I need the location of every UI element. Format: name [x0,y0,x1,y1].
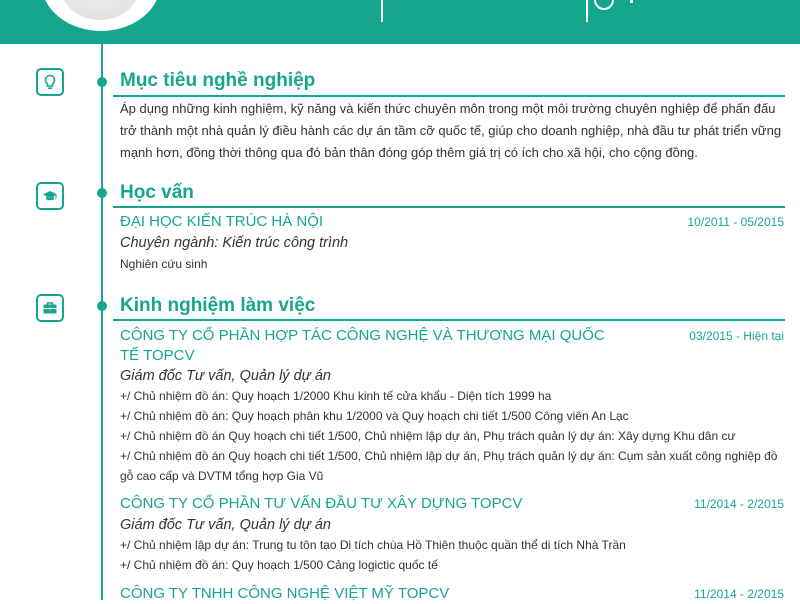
job-bullet: +/ Chủ nhiệm đồ án: Quy hoạch 1/500 Cảng logictic quốc tế [120,558,438,572]
job-date: 11/2014 - 2/2015 [694,587,784,601]
section-title-career-goal: Mục tiêu nghề nghiệp [120,70,316,91]
career-goal-text: Áp dụng những kinh nghiệm, kỹ năng và kiến thức chuyên môn trong một môi trường chuyên nghiệp để phấn đấu trở thành một nhà quản lý điều hành các dự án tầm cỡ quốc tế, giúp cho doanh nghiệp, nhà đầu tư phát triển vững mạnh hơn, đồng thời thông qua đó bản thân đóng góp thêm giá trị có ích cho xã hội, cho cộng đồng. [120,101,782,160]
job-date: 03/2015 - Hiện tại [689,329,784,343]
company-name: CÔNG TY CỔ PHẦN TƯ VẤN ĐẦU TƯ XÂY DỰNG TOPCV [120,495,523,512]
job-date: 11/2014 - 2/2015 [694,497,784,511]
section-rule [113,319,785,321]
header-divider [381,0,383,22]
header-divider [586,0,588,22]
timeline-dot [97,301,107,311]
header-dot [630,0,633,3]
job-bullet: +/ Chủ nhiệm đồ án: Quy hoạch phân khu 1/2000 và Quy hoạch chi tiết 1/500 Công viên An Lạc [120,409,629,423]
section-title-experience: Kinh nghiệm làm việc [120,295,316,316]
timeline-dot [97,188,107,198]
section-title-education: Học vấn [120,182,194,203]
section-rule [113,206,785,208]
lightbulb-icon [36,68,64,96]
section-rule [113,95,785,97]
timeline-line [101,44,103,600]
job-bullet: +/ Chủ nhiệm đồ án: Quy hoạch 1/2000 Khu kinh tế cửa khẩu - Diện tích 1999 ha [120,389,552,403]
education-major: Chuyên ngành: Kiến trúc công trình [120,235,349,251]
briefcase-icon [36,294,64,322]
job-bullet: +/ Chủ nhiệm đồ án Quy hoạch chi tiết 1/500, Chủ nhiệm lập dự án, Phụ trách quản lý dự án: Xây dựng Khu dân cư [120,429,736,443]
timeline-dot [97,77,107,87]
job-role: Giám đốc Tư vấn, Quản lý dự án [120,368,332,384]
job-role: Giám đốc Tư vấn, Quản lý dự án [120,517,332,533]
graduation-cap-icon [36,182,64,210]
job-bullet: +/ Chủ nhiệm đồ án Quy hoạch chi tiết 1/500, Chủ nhiệm lập dự án, Phụ trách quản lý dự án: Cụm sản xuất công nghiệp đồ gỗ cao cấp và DVTM tổng hợp Gia Vũ [120,449,778,483]
company-name: CÔNG TY CỔ PHẦN HỢP TÁC CÔNG NGHỆ VÀ THƯƠNG MẠI QUỐC TẾ TOPCV [120,327,605,364]
education-note: Nghiên cứu sinh [120,257,208,271]
school-name: ĐẠI HỌC KIẾN TRÚC HÀ NỘI [120,213,324,230]
company-name: CÔNG TY TNHH CÔNG NGHỆ VIỆT MỸ TOPCV [120,585,450,602]
job-bullet: +/ Chủ nhiệm lập dự án: Trung tu tôn tạo Di tích chùa Hồ Thiên thuộc quần thể di tích Nhà Trần [120,538,626,552]
education-date: 10/2011 - 05/2015 [687,215,784,229]
